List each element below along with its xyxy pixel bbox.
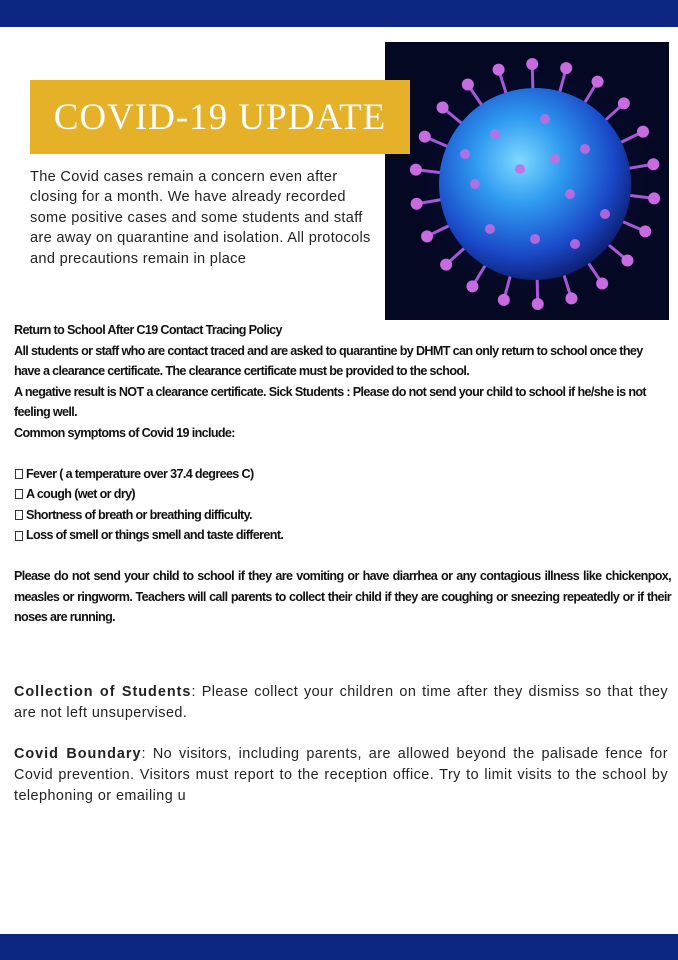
collection-paragraph: [14, 682, 668, 724]
notes-section: [14, 682, 668, 827]
symptom-text: Loss of smell or things smell and taste different.: [26, 528, 284, 543]
spacer: [14, 546, 671, 566]
surface-dot: [485, 224, 495, 234]
spacer: [14, 444, 671, 464]
symptom-list: [14, 464, 671, 546]
surface-dot: [490, 129, 500, 139]
coronavirus-image: [385, 42, 669, 320]
spike-head: [532, 298, 544, 310]
policy-heading: Return to School After C19 Contact Tracing Policy: [14, 323, 282, 337]
spike-head: [621, 254, 633, 266]
page-title: COVID-19 UPDATE: [53, 96, 387, 138]
negative-result-note: A negative result is NOT a clearance certificate. Sick Students : Please do not send your child to school if he/she is not feeling well.: [14, 384, 646, 420]
bottom-navy-band: [0, 934, 678, 960]
surface-dot: [540, 114, 550, 124]
spike-head: [421, 230, 433, 242]
surface-dot: [580, 144, 590, 154]
boundary-paragraph: [14, 744, 668, 807]
title-banner: [30, 80, 410, 154]
checkbox-glyph-icon: [15, 510, 23, 520]
surface-dot: [460, 149, 470, 159]
spike-head: [618, 97, 630, 109]
spike-head: [560, 62, 572, 74]
symptom-text: A cough (wet or dry): [26, 487, 135, 502]
checkbox-glyph-icon: [15, 531, 23, 541]
surface-dot: [470, 179, 480, 189]
collection-label: Collection of Students: [14, 684, 192, 700]
spike-head: [639, 225, 651, 237]
spike-head: [637, 126, 649, 138]
list-item: [14, 484, 671, 505]
spike-head: [526, 58, 538, 70]
spike-head: [410, 164, 422, 176]
spike-head: [462, 79, 474, 91]
illness-note: Please do not send your child to school if they are vomiting or have diarrhea or any contagious illness like chickenpox, measles or ringworm. Teachers will call parents to collect their child if they are coughing or sneezing repeatedly or if their noses are running.: [14, 568, 671, 625]
spike-head: [419, 131, 431, 143]
checkbox-glyph-icon: [15, 489, 23, 499]
surface-dot: [600, 209, 610, 219]
policy-body: All students or staff who are contact traced and are asked to quarantine by DHMT can only return to school once they have a clearance certificate. The clearance certificate must be provided to the school.: [14, 343, 643, 379]
spike-head: [466, 280, 478, 292]
surface-dot: [570, 239, 580, 249]
collection-text: : Please collect your children on time after they dismiss so that they are not left unsupervised.: [14, 684, 669, 721]
spike-head: [648, 192, 660, 204]
surface-dot: [530, 234, 540, 244]
boundary-text: : No visitors, including parents, are allowed beyond the palisade fence for Covid prevention. Visitors must report to the reception office. Try to limit visits to the school by telephoning or emailing u: [14, 746, 668, 804]
spike-head: [411, 198, 423, 210]
boundary-label: Covid Boundary: [14, 746, 142, 762]
spike-head: [437, 102, 449, 114]
surface-dot: [565, 189, 575, 199]
checkbox-glyph-icon: [15, 469, 23, 479]
spike-head: [440, 259, 452, 271]
spike-head: [493, 64, 505, 76]
spike-head: [565, 292, 577, 304]
spike-head: [647, 158, 659, 170]
list-item: [14, 505, 671, 526]
symptom-text: Fever ( a temperature over 37.4 degrees C): [26, 466, 254, 481]
symptoms-heading: Common symptoms of Covid 19 include:: [14, 425, 235, 440]
spike-head: [596, 277, 608, 289]
top-navy-band: [0, 0, 678, 27]
list-item: [14, 525, 671, 546]
virus-core: [439, 88, 631, 280]
spike-head: [592, 76, 604, 88]
intro-paragraph: The Covid cases remain a concern even after closing for a month. We have already recorded some positive cases and some students and staff are away on quarantine and isolation. All protocols and precautions remain in place: [30, 168, 371, 267]
list-item: [14, 464, 671, 485]
policy-section: [14, 320, 671, 628]
surface-dot: [550, 154, 560, 164]
symptom-text: Shortness of breath or breathing difficulty.: [26, 507, 252, 522]
spike-head: [498, 294, 510, 306]
surface-dot: [515, 164, 525, 174]
